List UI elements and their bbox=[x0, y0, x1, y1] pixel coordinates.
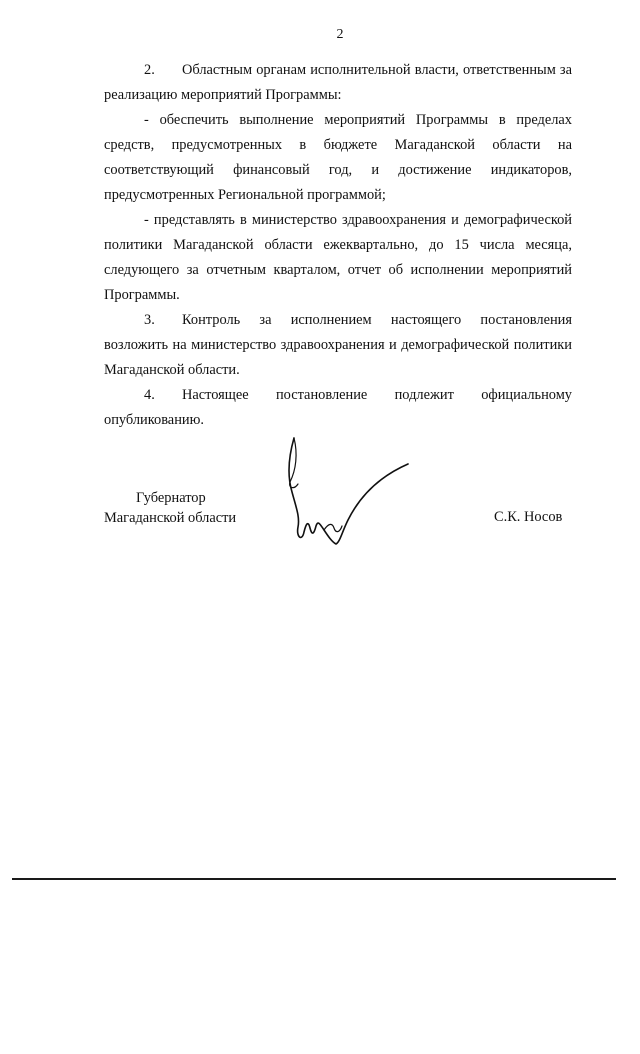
paragraph-number: 3. bbox=[144, 312, 155, 328]
handwritten-signature bbox=[280, 432, 420, 557]
paragraph-text: - представлять в министерство здравоохранения и демографической политики Магаданской области ежеквартально, до 15 числа месяца, следующего за отчетным кварталом, отчет об исполнении мероприятий Программы. bbox=[104, 212, 572, 303]
paragraph-2-item-2 bbox=[104, 208, 572, 308]
paragraph-text: - обеспечить выполнение мероприятий Программы в пределах средств, предусмотренных в бюджете Магаданской области на соответствующий финансовый год, и достижение индикаторов, предусмотренных Региональной программой; bbox=[104, 112, 572, 203]
document-body bbox=[104, 58, 572, 433]
paragraph-number: 2. bbox=[144, 62, 155, 78]
paragraph-text: Областным органам исполнительной власти, ответственным за реализацию мероприятий Программы: bbox=[104, 62, 572, 103]
paragraph-text: Контроль за исполнением настоящего постановления возложить на министерство здравоохранения и демографической политики Магаданской области. bbox=[104, 312, 572, 378]
paragraph-3 bbox=[104, 308, 572, 383]
signatory-region: Магаданской области bbox=[104, 510, 237, 526]
paragraph-2-item-1 bbox=[104, 108, 572, 208]
paragraph-4 bbox=[104, 383, 572, 433]
paragraph-number: 4. bbox=[144, 387, 155, 403]
paragraph-text: Настоящее постановление подлежит официальному опубликованию. bbox=[104, 387, 572, 428]
signatory-name: С.К. Носов bbox=[494, 509, 563, 525]
footer-divider bbox=[12, 878, 616, 880]
page-number: 2 bbox=[336, 27, 344, 42]
paragraph-2 bbox=[104, 58, 572, 108]
signatory-position: Губернатор bbox=[136, 490, 206, 506]
signatory-title bbox=[104, 488, 236, 528]
